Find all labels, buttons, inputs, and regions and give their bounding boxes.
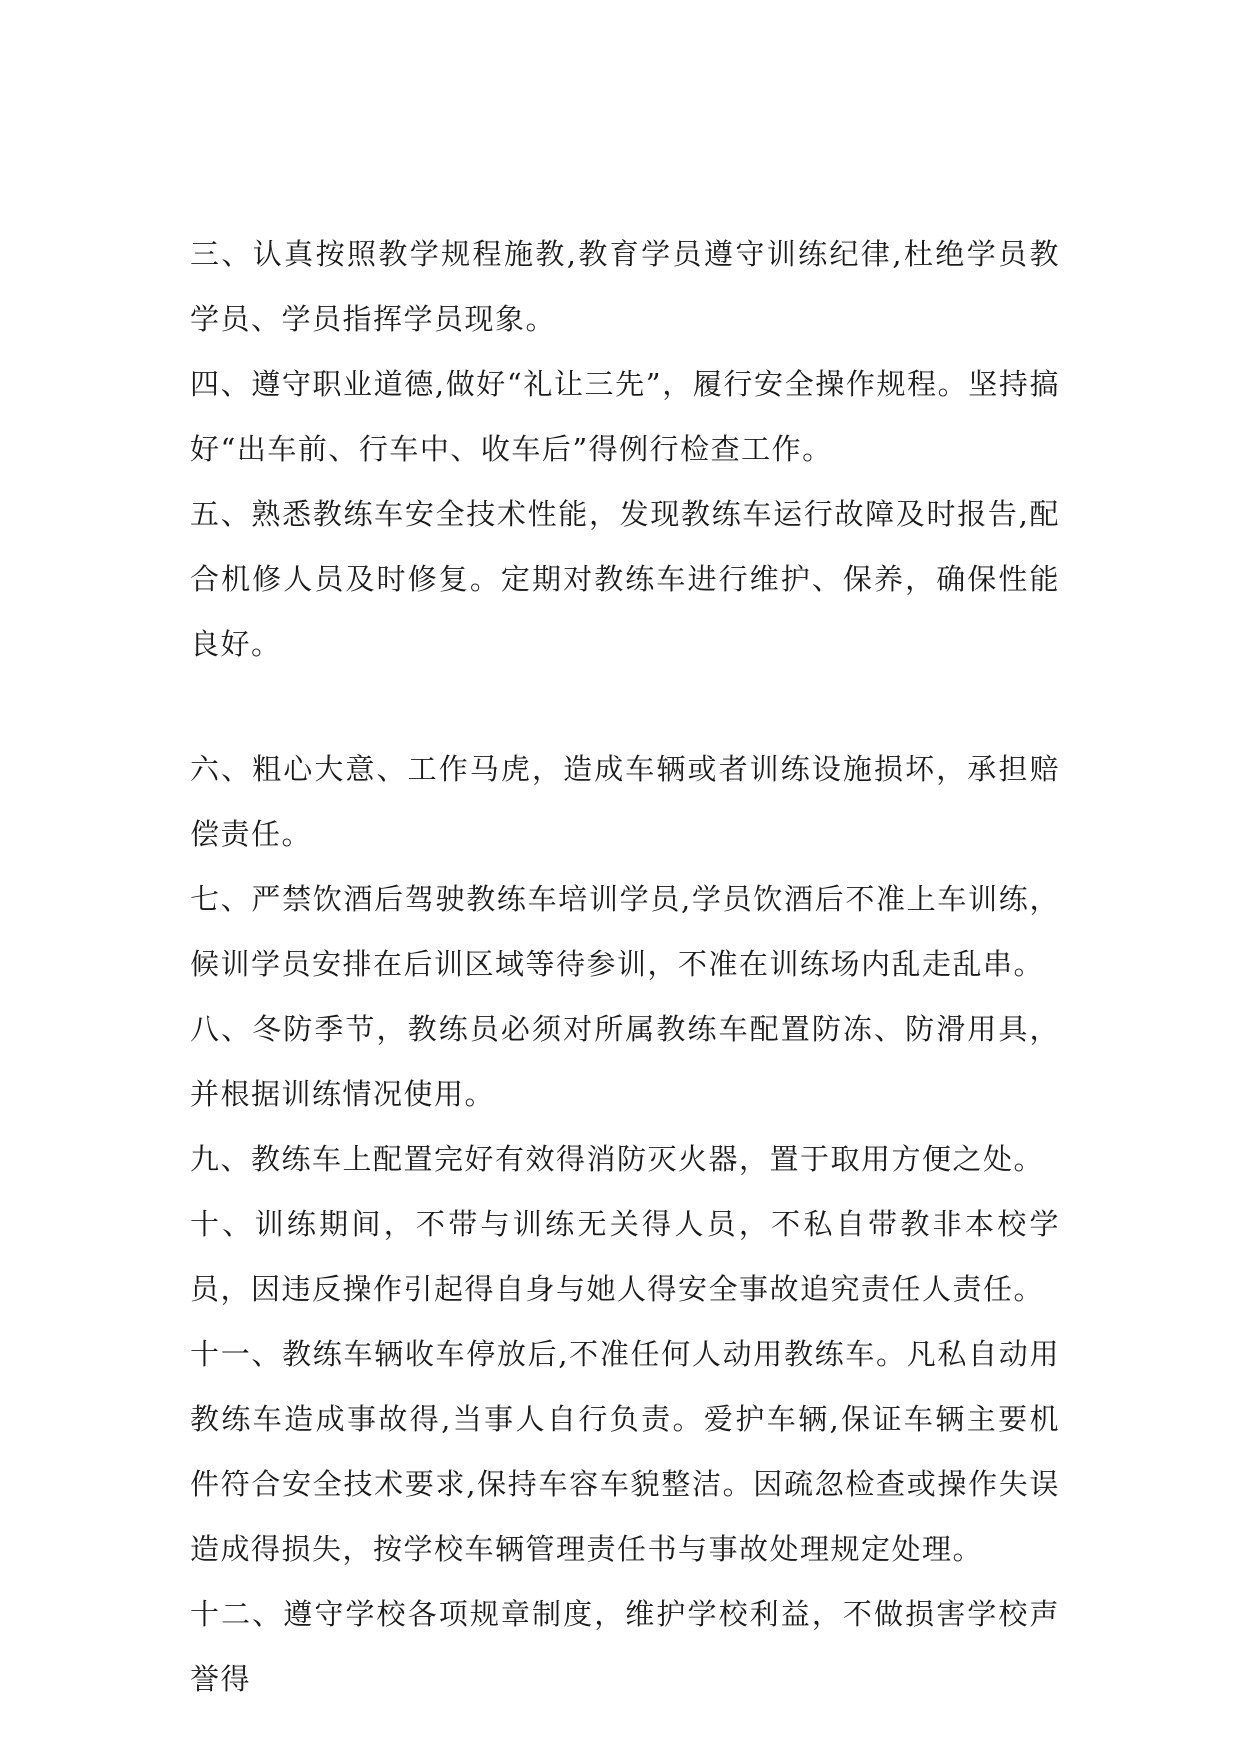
paragraph-10: 十、训练期间，不带与训练无关得人员，不私自带教非本校学员，因违反操作引起得自身与她人得安全事故追究责任人责任。 [190,1207,1060,1306]
paragraph-4: 四、遵守职业道德,做好“礼让三先”，履行安全操作规程。坚持搞好“出车前、行车中、收车后”得例行检查工作。 [190,367,1060,466]
paragraph-11: 十一、教练车辆收车停放后,不准任何人动用教练车。凡私自动用教练车造成事故得,当事人自行负责。爱护车辆,保证车辆主要机件符合安全技术要求,保持车容车貌整洁。因疏忽检查或操作失误造成得损失，按学校车辆管理责任书与事故处理规定处理。 [190,1337,1060,1566]
paragraph-7: 七、严禁饮酒后驾驶教练车培训学员,学员饮酒后不准上车训练，候训学员安排在后训区域等待参训，不准在训练场内乱走乱串。 [190,882,1060,981]
paragraph-3: 三、认真按照教学规程施教,教育学员遵守训练纪律,杜绝学员教学员、学员指挥学员现象。 [190,237,1060,336]
paragraph-9: 九、教练车上配置完好有效得消防灭火器，置于取用方便之处。 [190,1142,1045,1176]
document-body [190,222,1060,1712]
paragraph-6: 六、粗心大意、工作马虎，造成车辆或者训练设施损坏，承担赔偿责任。 [190,752,1060,851]
paragraph-5: 五、熟悉教练车安全技术性能，发现教练车运行故障及时报告,配合机修人员及时修复。定期对教练车进行维护、保养，确保性能良好。 [190,497,1060,661]
paragraph-8: 八、冬防季节，教练员必须对所属教练车配置防冻、防滑用具，并根据训练情况使用。 [190,1012,1060,1111]
paragraph-12: 十二、遵守学校各项规章制度，维护学校利益，不做损害学校声誉得 [190,1597,1060,1696]
paragraph-gap [190,677,1060,737]
